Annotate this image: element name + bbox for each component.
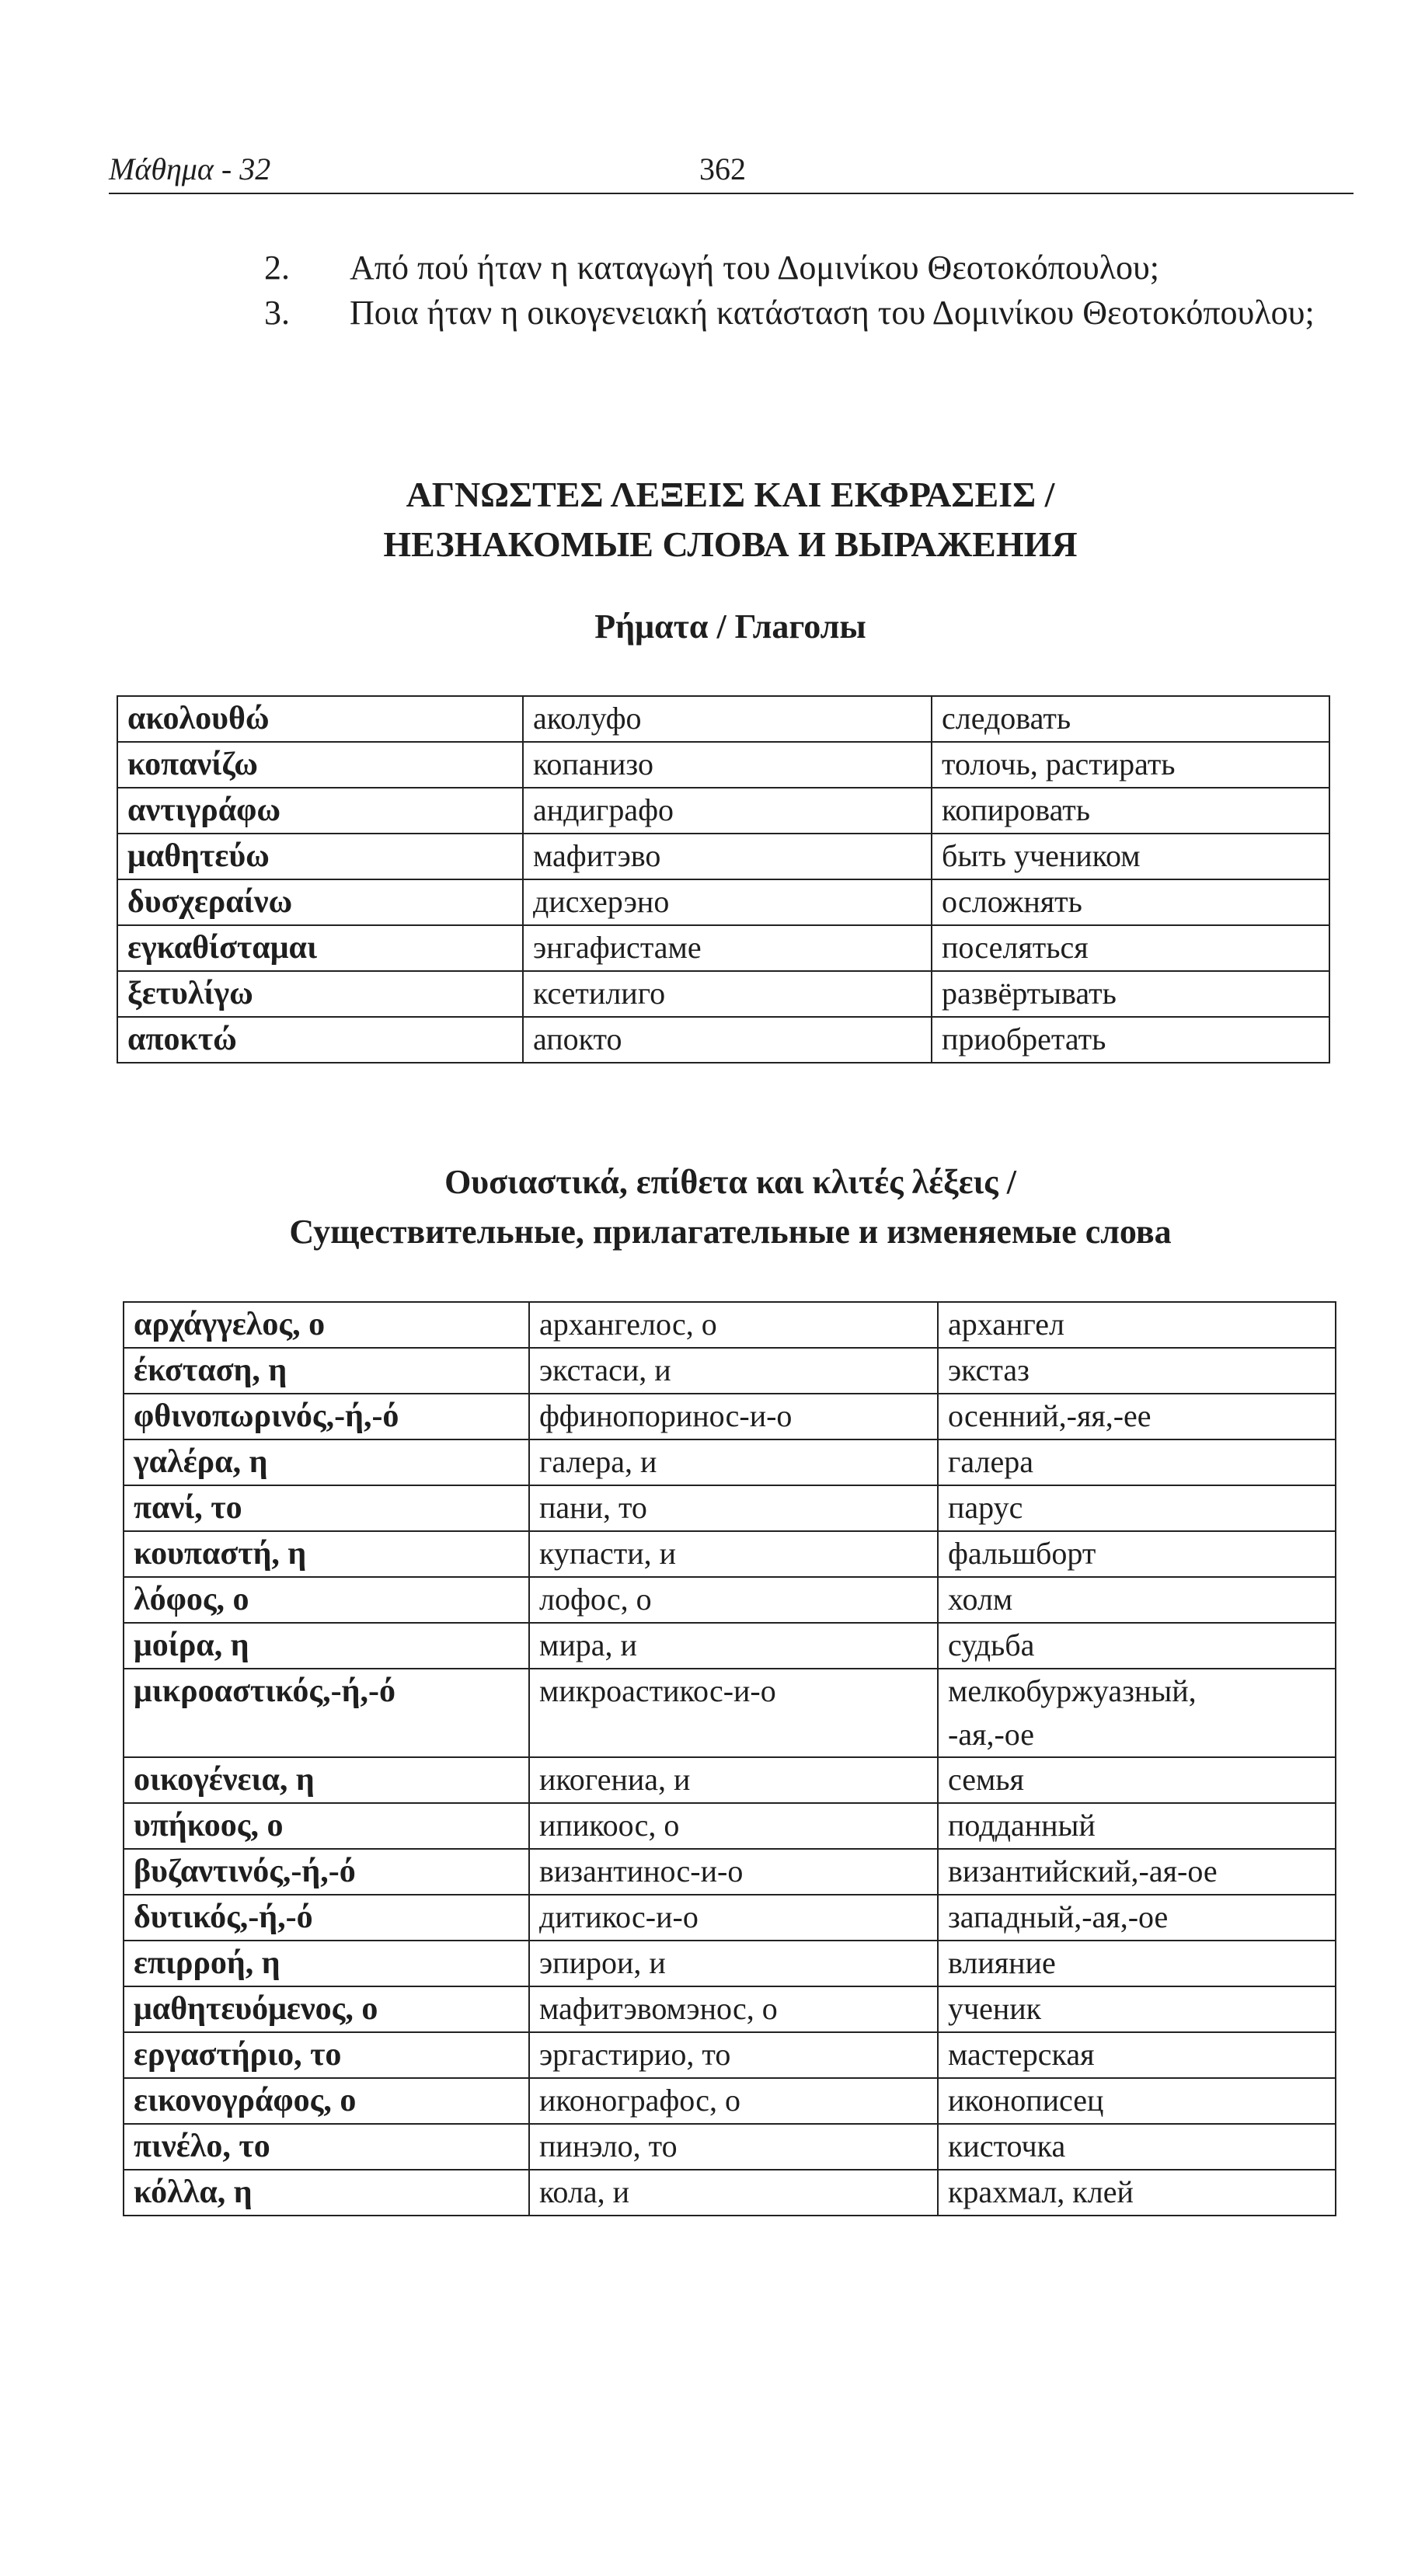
greek-word: γαλέρα, η xyxy=(124,1439,529,1485)
table-row xyxy=(124,1669,1336,1757)
verbs-heading: Ρήματα / Глаголы xyxy=(594,607,866,646)
table-row xyxy=(124,1531,1336,1577)
russian-translation: галера xyxy=(938,1439,1336,1485)
table-row xyxy=(117,834,1329,879)
table-row xyxy=(124,1439,1336,1485)
russian-translation: холм xyxy=(938,1577,1336,1623)
question-list xyxy=(264,245,1352,336)
table-row xyxy=(124,1895,1336,1941)
table-row xyxy=(124,1849,1336,1895)
table-row xyxy=(117,925,1329,971)
russian-translation: поселяться xyxy=(932,925,1329,971)
table-row xyxy=(124,2124,1336,2170)
transliteration: пани, то xyxy=(529,1485,938,1531)
greek-word: μαθητεύω xyxy=(117,834,523,879)
greek-word: εργαστήριο, το xyxy=(124,2032,529,2078)
question-item xyxy=(264,245,1352,291)
russian-translation: осенний,-яя,-ее xyxy=(938,1394,1336,1439)
transliteration: иконографос, о xyxy=(529,2078,938,2124)
transliteration: копанизо xyxy=(523,742,932,788)
header-rule xyxy=(109,193,1354,194)
table-row xyxy=(124,1623,1336,1669)
question-number: 3. xyxy=(264,294,290,332)
russian-translation: кисточка xyxy=(938,2124,1336,2170)
greek-word: φθινοπωρινός,-ή,-ό xyxy=(124,1394,529,1439)
table-row xyxy=(117,742,1329,788)
translation-line: мелкобуржуазный, xyxy=(948,1673,1197,1708)
russian-translation: крахмал, клей xyxy=(938,2170,1336,2216)
table-row xyxy=(124,1348,1336,1394)
table-row xyxy=(124,2032,1336,2078)
table-row xyxy=(117,788,1329,834)
russian-translation: приобретать xyxy=(932,1017,1329,1063)
greek-word: δυτικός,-ή,-ό xyxy=(124,1895,529,1941)
greek-word: μαθητευόμενος, ο xyxy=(124,1986,529,2032)
transliteration: экстаси, и xyxy=(529,1348,938,1394)
transliteration: ффинопоринос-и-о xyxy=(529,1394,938,1439)
transliteration: андиграфо xyxy=(523,788,932,834)
table-row xyxy=(124,1485,1336,1531)
russian-translation: быть учеником xyxy=(932,834,1329,879)
transliteration: ипикоос, о xyxy=(529,1803,938,1849)
russian-translation: византийский,-ая-ое xyxy=(938,1849,1336,1895)
transliteration: дисхерэно xyxy=(523,879,932,925)
transliteration: дитикос-и-о xyxy=(529,1895,938,1941)
nouns-heading-greek: Ουσιαστικά, επίθετα και κλιτές λέξεις / xyxy=(444,1163,1016,1201)
greek-word: έκσταση, η xyxy=(124,1348,529,1394)
russian-translation: влияние xyxy=(938,1941,1336,1986)
russian-translation: иконописец xyxy=(938,2078,1336,2124)
greek-word: εγκαθίσταμαι xyxy=(117,925,523,971)
question-number: 2. xyxy=(264,249,290,287)
greek-word: μοίρα, η xyxy=(124,1623,529,1669)
table-row xyxy=(124,1803,1336,1849)
question-text: Από πού ήταν η καταγωγή του Δομινίκου Θεοτοκόπουλου; xyxy=(350,249,1160,287)
russian-translation: мастерская xyxy=(938,2032,1336,2078)
nouns-heading xyxy=(109,1157,1352,1257)
greek-word: αποκτώ xyxy=(117,1017,523,1063)
table-row xyxy=(124,1394,1336,1439)
russian-translation: толочь, растирать xyxy=(932,742,1329,788)
greek-word: ακολουθώ xyxy=(117,696,523,742)
vocabulary-heading xyxy=(109,470,1352,569)
table-row xyxy=(124,1986,1336,2032)
transliteration: купасти, и xyxy=(529,1531,938,1577)
russian-translation: осложнять xyxy=(932,879,1329,925)
question-item xyxy=(264,291,1352,336)
transliteration: апокто xyxy=(523,1017,932,1063)
transliteration: микроастикос-и-о xyxy=(529,1669,938,1757)
greek-word: επιρροή, η xyxy=(124,1941,529,1986)
transliteration: лофос, о xyxy=(529,1577,938,1623)
transliteration: эпирои, и xyxy=(529,1941,938,1986)
greek-word: εικονογράφος, ο xyxy=(124,2078,529,2124)
russian-translation: семья xyxy=(938,1757,1336,1803)
greek-word: κοπανίζω xyxy=(117,742,523,788)
transliteration: кола, и xyxy=(529,2170,938,2216)
table-row xyxy=(124,2078,1336,2124)
transliteration: архангелос, о xyxy=(529,1302,938,1348)
greek-word: αρχάγγελος, ο xyxy=(124,1302,529,1348)
transliteration: энгафистаме xyxy=(523,925,932,971)
greek-word: υπήκοος, ο xyxy=(124,1803,529,1849)
table-row xyxy=(124,1577,1336,1623)
table-row xyxy=(117,696,1329,742)
greek-word: δυσχεραίνω xyxy=(117,879,523,925)
translation-line: -ая,-ое xyxy=(948,1717,1035,1752)
greek-word: πανί, το xyxy=(124,1485,529,1531)
transliteration: мира, и xyxy=(529,1623,938,1669)
table-row xyxy=(124,2170,1336,2216)
greek-word: κουπαστή, η xyxy=(124,1531,529,1577)
russian-translation: следовать xyxy=(932,696,1329,742)
table-row xyxy=(124,1302,1336,1348)
verbs-table xyxy=(117,695,1330,1063)
transliteration: мафитэвомэнос, о xyxy=(529,1986,938,2032)
table-row xyxy=(117,879,1329,925)
transliteration: ксетилиго xyxy=(523,971,932,1017)
greek-word: λόφος, ο xyxy=(124,1577,529,1623)
russian-translation xyxy=(938,1669,1336,1757)
transliteration: икогениа, и xyxy=(529,1757,938,1803)
russian-translation: копировать xyxy=(932,788,1329,834)
transliteration: византинос-и-о xyxy=(529,1849,938,1895)
table-row xyxy=(117,971,1329,1017)
greek-word: πινέλο, το xyxy=(124,2124,529,2170)
transliteration: аколуфо xyxy=(523,696,932,742)
question-text: Ποια ήταν η οικογενειακή κατάσταση του Δομινίκου Θεοτοκόπουλου; xyxy=(350,294,1315,332)
vocabulary-heading-greek: ΑΓΝΩΣΤΕΣ ΛΕΞΕΙΣ ΚΑΙ ΕΚΦΡΑΣΕΙΣ / xyxy=(406,475,1055,514)
transliteration: галера, и xyxy=(529,1439,938,1485)
table-row xyxy=(124,1941,1336,1986)
transliteration: эргастирио, то xyxy=(529,2032,938,2078)
russian-translation: экстаз xyxy=(938,1348,1336,1394)
nouns-heading-russian: Существительные, прилагательные и изменяемые слова xyxy=(289,1213,1172,1251)
greek-word: οικογένεια, η xyxy=(124,1757,529,1803)
greek-word: ξετυλίγω xyxy=(117,971,523,1017)
nouns-table xyxy=(123,1301,1336,2216)
page-number: 362 xyxy=(699,151,746,186)
table-row xyxy=(117,1017,1329,1063)
page-header xyxy=(109,148,1352,194)
transliteration: пинэло, то xyxy=(529,2124,938,2170)
russian-translation: развёртывать xyxy=(932,971,1329,1017)
russian-translation: архангел xyxy=(938,1302,1336,1348)
transliteration: мафитэво xyxy=(523,834,932,879)
greek-word: κόλλα, η xyxy=(124,2170,529,2216)
russian-translation: фальшборт xyxy=(938,1531,1336,1577)
russian-translation: западный,-ая,-ое xyxy=(938,1895,1336,1941)
vocabulary-heading-russian: НЕЗНАКОМЫЕ СЛОВА И ВЫРАЖЕНИЯ xyxy=(383,524,1078,564)
greek-word: αντιγράφω xyxy=(117,788,523,834)
russian-translation: судьба xyxy=(938,1623,1336,1669)
greek-word: βυζαντινός,-ή,-ό xyxy=(124,1849,529,1895)
russian-translation: подданный xyxy=(938,1803,1336,1849)
russian-translation: парус xyxy=(938,1485,1336,1531)
russian-translation: ученик xyxy=(938,1986,1336,2032)
greek-word: μικροαστικός,-ή,-ό xyxy=(124,1669,529,1757)
table-row xyxy=(124,1757,1336,1803)
lesson-label: Μάθημα - 32 xyxy=(109,151,271,186)
